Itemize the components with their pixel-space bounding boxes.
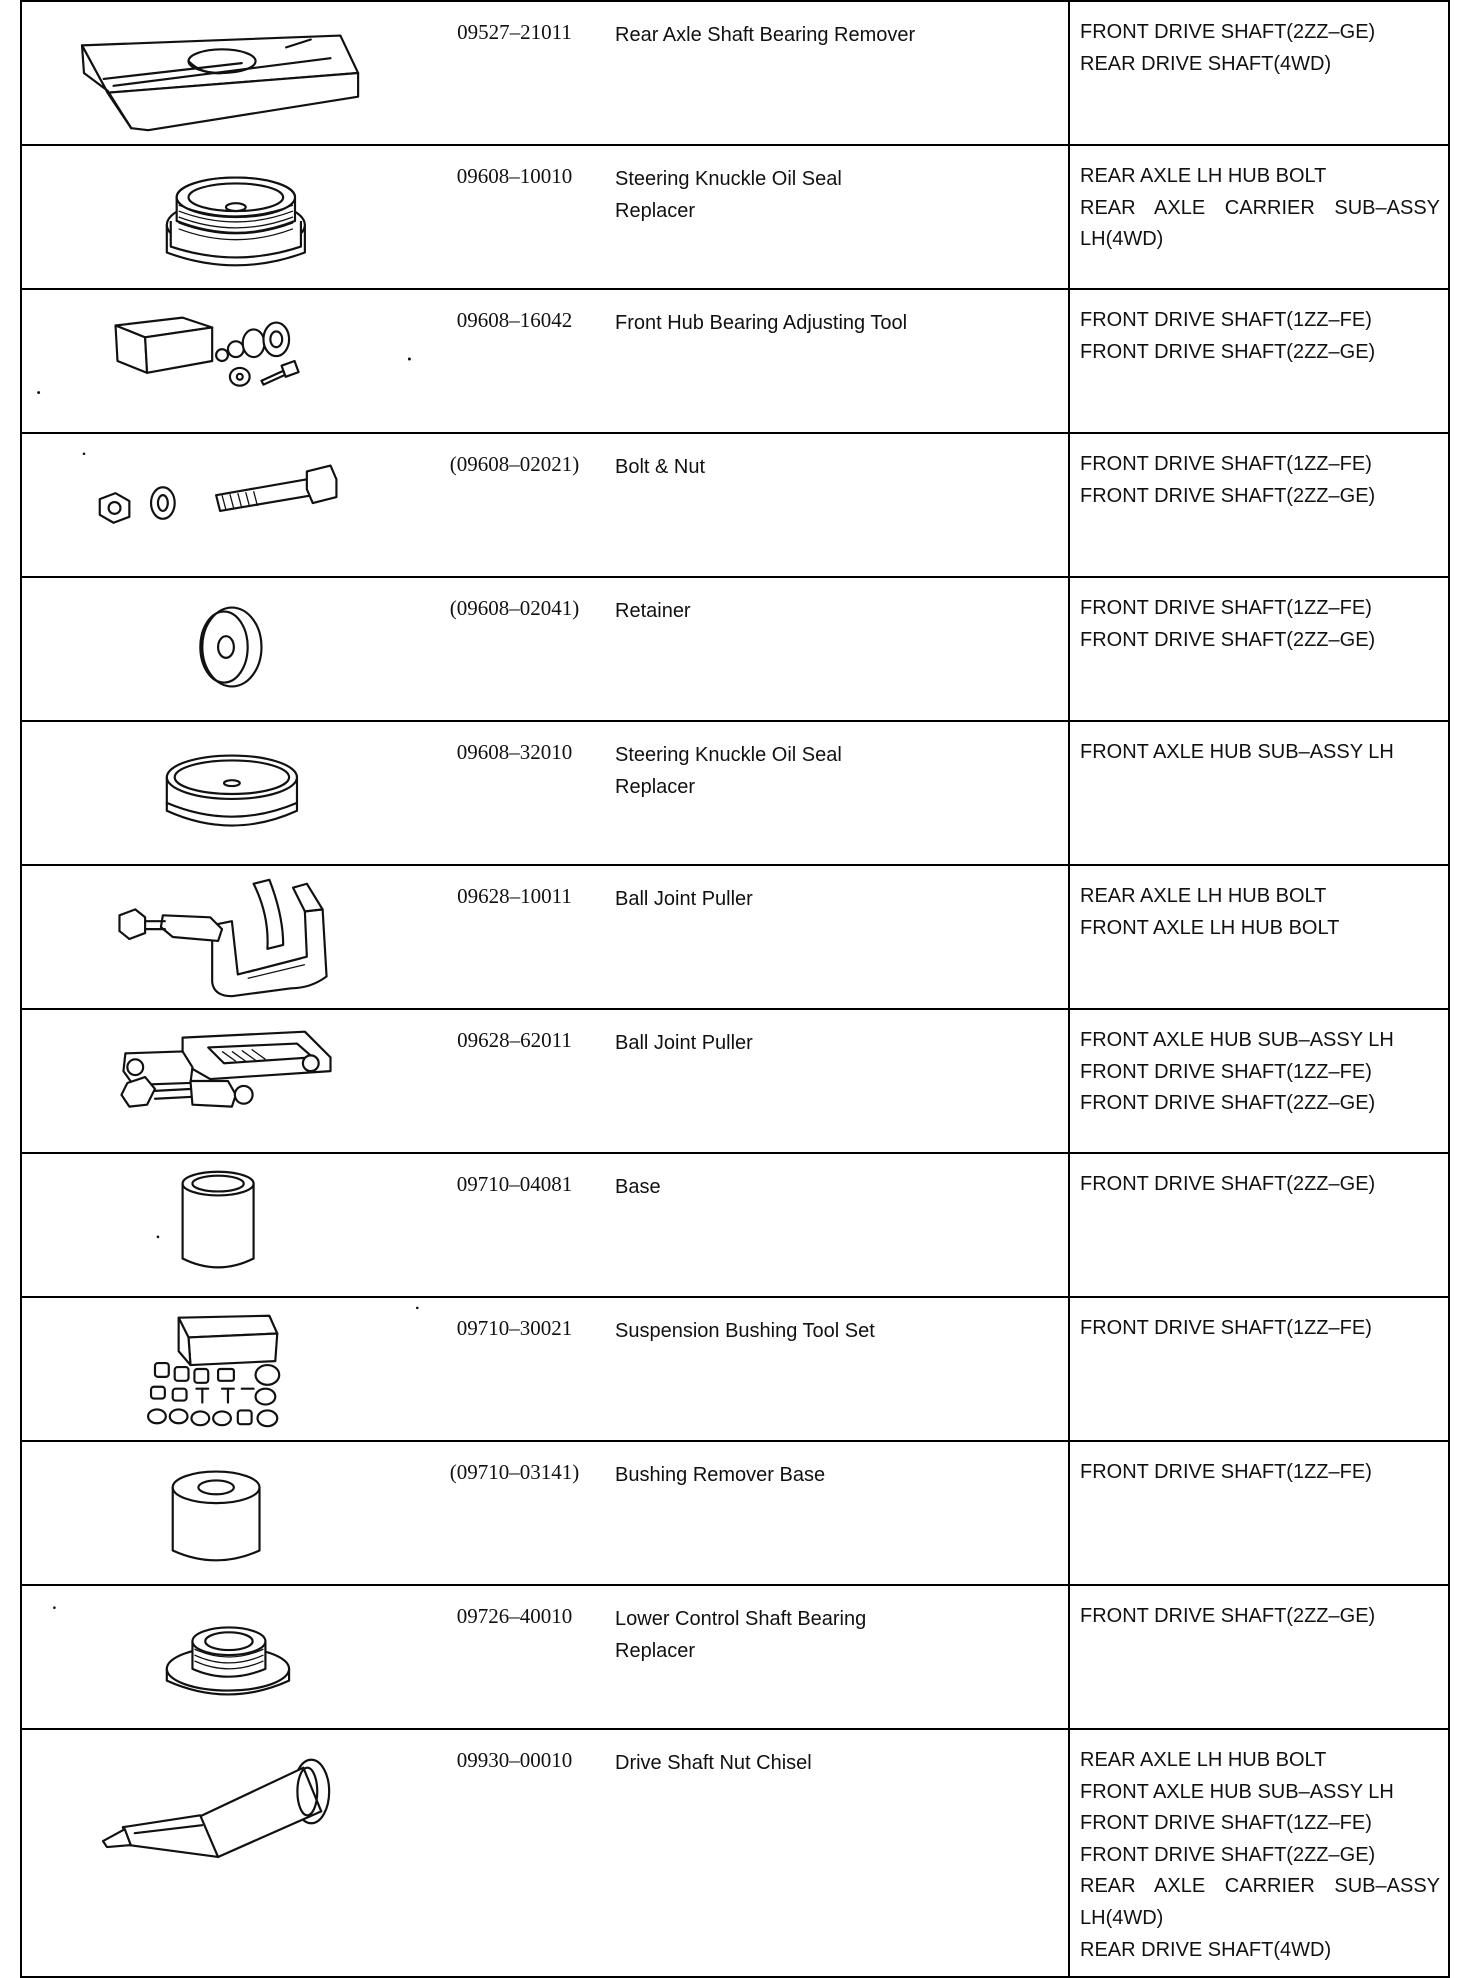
- part-number: 09527–21011: [457, 20, 572, 44]
- tool-name: Front Hub Bearing Adjusting Tool: [615, 312, 908, 334]
- tool-name: Lower Control Shaft Bearing Replacer: [615, 1608, 867, 1662]
- reference-list: REAR AXLE LH HUB BOLT REAR AXLE CARRIER SUB–ASSY LH(4WD): [1068, 146, 1448, 288]
- tool-name: Base: [615, 1176, 661, 1198]
- part-number: 09608–16042: [456, 308, 573, 332]
- table-row: [22, 1152, 1448, 1296]
- reference-list: FRONT AXLE HUB SUB–ASSY LH: [1068, 722, 1448, 864]
- reference-list: REAR AXLE LH HUB BOLT FRONT AXLE LH HUB BOLT: [1068, 866, 1448, 1008]
- tool-name: Ball Joint Puller: [615, 1032, 753, 1054]
- table-row: [22, 0, 1448, 144]
- threaded-cup-icon: [22, 146, 427, 288]
- part-number: (09710–03141): [449, 1460, 580, 1484]
- table-row: [22, 1584, 1448, 1728]
- table-row: [22, 1296, 1448, 1440]
- table-row: [22, 576, 1448, 720]
- reference-list: FRONT DRIVE SHAFT(1ZZ–FE) FRONT DRIVE SHAFT(2ZZ–GE): [1068, 434, 1448, 576]
- tool-illustration: [22, 578, 427, 720]
- reference-list: FRONT DRIVE SHAFT(1ZZ–FE) FRONT DRIVE SHAFT(2ZZ–GE): [1068, 578, 1448, 720]
- tool-illustration: [22, 1586, 427, 1728]
- tool-illustration: [22, 1154, 427, 1296]
- table-row: [22, 144, 1448, 288]
- part-number: (09608–02041): [449, 596, 580, 620]
- special-tools-table: [20, 0, 1450, 1978]
- part-number: 09930–00010: [456, 1748, 573, 1772]
- reference-list: FRONT DRIVE SHAFT(1ZZ–FE): [1068, 1442, 1448, 1584]
- tool-illustration: [22, 1298, 427, 1440]
- washer-icon: [22, 578, 427, 720]
- tool-name: Steering Knuckle Oil Seal Replacer: [615, 744, 842, 798]
- tool-name: Ball Joint Puller: [615, 888, 753, 910]
- reference-list: FRONT AXLE HUB SUB–ASSY LH FRONT DRIVE SHAFT(1ZZ–FE) FRONT DRIVE SHAFT(2ZZ–GE): [1068, 1010, 1448, 1152]
- table-row: [22, 1008, 1448, 1152]
- short-cylinder-icon: [22, 1442, 427, 1584]
- tool-illustration: [22, 1010, 427, 1152]
- split-plate-icon: [22, 2, 427, 144]
- part-number: 09710–30021: [456, 1316, 573, 1340]
- table-row: [22, 288, 1448, 432]
- part-number: 09608–10010: [456, 164, 573, 188]
- tool-name: Rear Axle Shaft Bearing Remover: [615, 24, 916, 46]
- part-number: 09628–62011: [457, 1028, 572, 1052]
- c-puller-icon: [22, 866, 427, 1008]
- reference-list: REAR AXLE LH HUB BOLT FRONT AXLE HUB SUB–ASSY LH FRONT DRIVE SHAFT(1ZZ–FE) FRONT DRIVE SHAFT(2ZZ–GE) REAR AXLE CARRIER SUB–ASSY LH(4WD) REAR DRIVE SHAFT(4WD): [1068, 1730, 1448, 1976]
- tool-illustration: [22, 1730, 427, 1976]
- part-number: 09628–10011: [457, 884, 572, 908]
- tool-name: Steering Knuckle Oil Seal Replacer: [615, 168, 842, 222]
- tool-name: Retainer: [615, 600, 691, 622]
- tool-name: Bolt & Nut: [615, 456, 706, 478]
- part-number: 09710–04081: [456, 1172, 573, 1196]
- table-row: [22, 720, 1448, 864]
- tool-name: Bushing Remover Base: [615, 1464, 826, 1486]
- bolt-nut-icon: [22, 434, 427, 576]
- tool-name: Drive Shaft Nut Chisel: [615, 1752, 812, 1774]
- reference-list: FRONT DRIVE SHAFT(2ZZ–GE) REAR DRIVE SHAFT(4WD): [1068, 2, 1448, 144]
- table-row: [22, 1728, 1448, 1976]
- frame-puller-icon: [22, 1010, 427, 1152]
- tool-illustration: [22, 434, 427, 576]
- table-row: [22, 432, 1448, 576]
- table-row: [22, 864, 1448, 1008]
- tall-cylinder-icon: [22, 1154, 427, 1296]
- part-number: 09608–32010: [456, 740, 573, 764]
- table-row: [22, 1440, 1448, 1584]
- tool-name: Suspension Bushing Tool Set: [615, 1320, 875, 1342]
- tool-illustration: [22, 146, 427, 288]
- part-number: 09726–40010: [456, 1604, 573, 1628]
- reference-list: FRONT DRIVE SHAFT(2ZZ–GE): [1068, 1154, 1448, 1296]
- reference-list: FRONT DRIVE SHAFT(2ZZ–GE): [1068, 1586, 1448, 1728]
- part-number: (09608–02021): [449, 452, 580, 476]
- stepped-ring-icon: [22, 1586, 427, 1728]
- bushing-set-icon: [22, 1298, 427, 1440]
- tool-illustration: [22, 866, 427, 1008]
- tool-illustration: [22, 1442, 427, 1584]
- tool-illustration: [22, 290, 427, 432]
- chisel-icon: [22, 1730, 427, 1976]
- tool-illustration: [22, 2, 427, 144]
- tool-set-icon: [22, 290, 427, 432]
- reference-list: FRONT DRIVE SHAFT(1ZZ–FE) FRONT DRIVE SHAFT(2ZZ–GE): [1068, 290, 1448, 432]
- shallow-cup-icon: [22, 722, 427, 864]
- reference-list: FRONT DRIVE SHAFT(1ZZ–FE): [1068, 1298, 1448, 1440]
- tool-illustration: [22, 722, 427, 864]
